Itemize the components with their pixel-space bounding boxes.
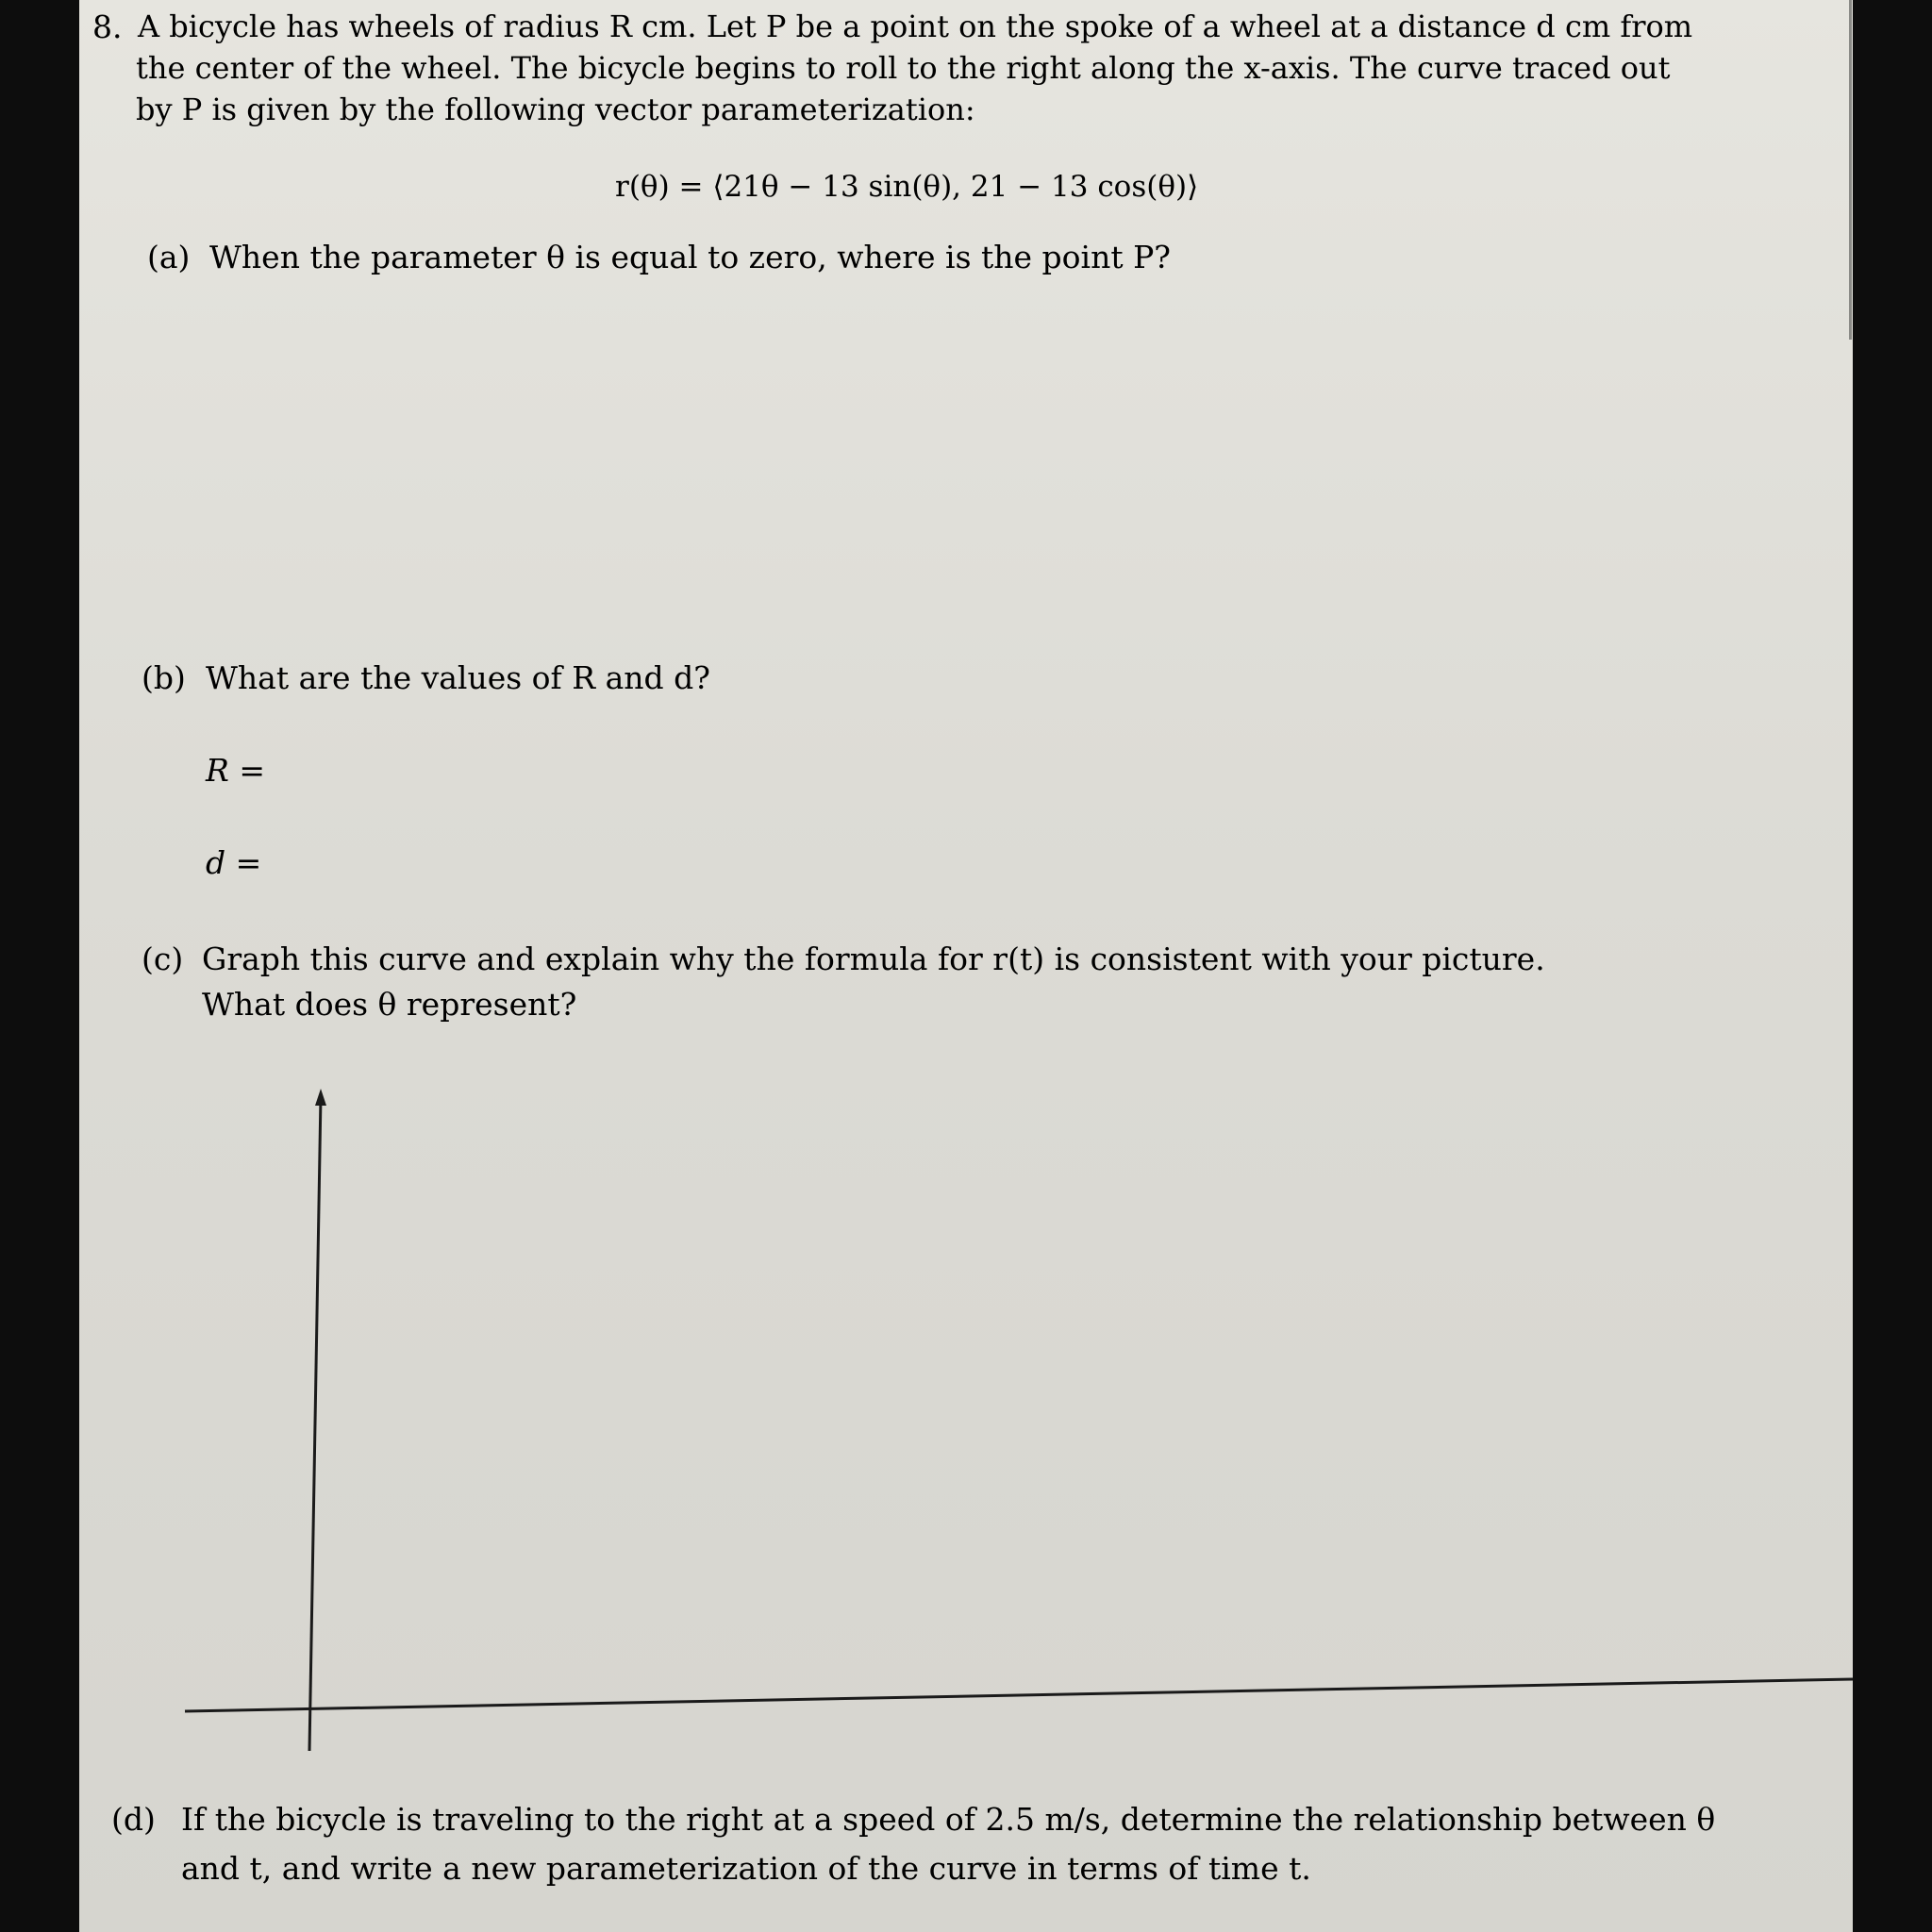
part-d-label: (d) <box>111 1801 156 1838</box>
d-answer-label: d = <box>206 844 262 881</box>
intro-line-1: A bicycle has wheels of radius R cm. Let P be a point on the spoke of a wheel at a distance d cm from <box>138 8 1693 44</box>
part-b-question: What are the values of R and d? <box>206 659 710 696</box>
x-axis-line <box>185 1679 1853 1711</box>
r-answer-label: R = <box>206 752 265 789</box>
part-b-label: (b) <box>142 659 186 696</box>
part-c-line-1: Graph this curve and explain why the formula for r(t) is consistent with your picture. <box>202 941 1545 977</box>
y-axis-line <box>309 1096 321 1751</box>
part-c-line-2: What does θ represent? <box>202 986 577 1023</box>
parameterization-formula: r(θ) = ⟨21θ − 13 sin(θ), 21 − 13 cos(θ)⟩ <box>615 170 1199 204</box>
y-axis-arrow <box>315 1089 326 1106</box>
intro-line-3: by P is given by the following vector parameterization: <box>136 92 975 127</box>
problem-number: 8. <box>92 8 123 45</box>
part-a-question: When the parameter θ is equal to zero, where is the point P? <box>209 239 1172 275</box>
part-d-line-2: and t, and write a new parameterization of the curve in terms of time t. <box>181 1850 1311 1887</box>
part-a-label: (a) <box>147 239 191 275</box>
intro-line-2: the center of the wheel. The bicycle begins to roll to the right along the x-axis. The curve traced out <box>136 50 1671 86</box>
part-d-line-1: If the bicycle is traveling to the right at a speed of 2.5 m/s, determine the relationship between θ <box>181 1801 1716 1838</box>
part-c-label: (c) <box>142 941 184 977</box>
